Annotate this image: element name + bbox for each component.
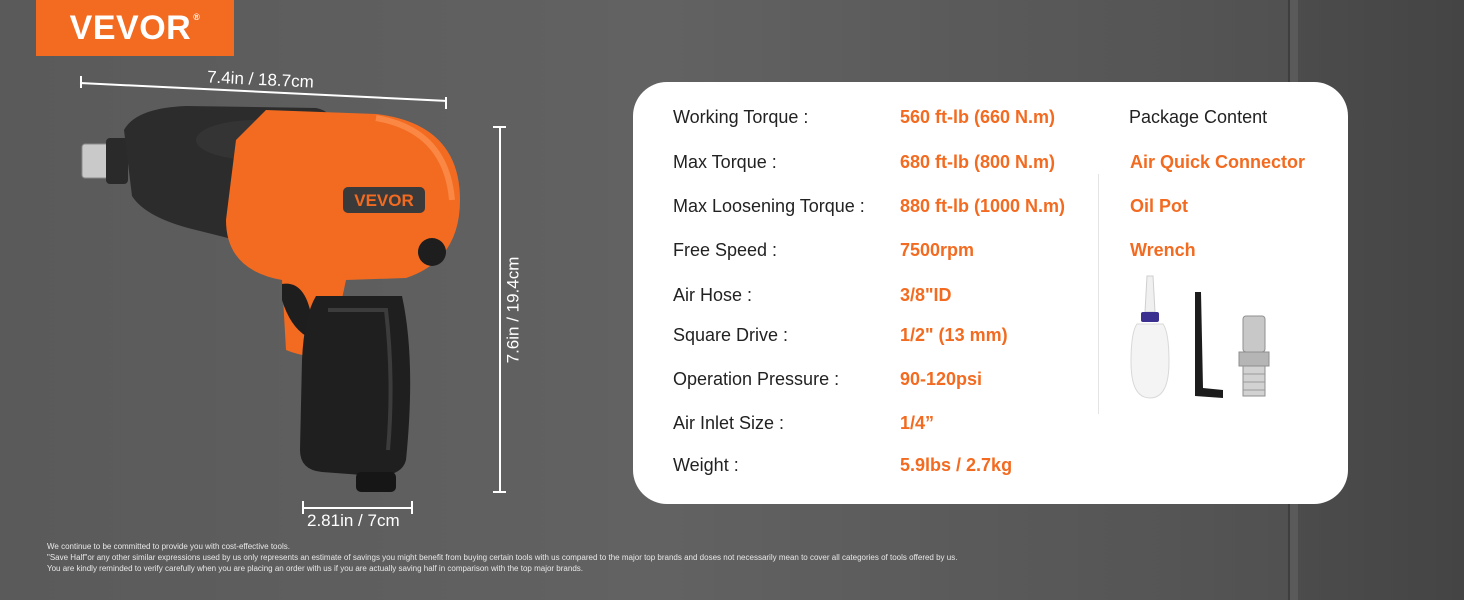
tool-badge-text: VEVOR	[354, 191, 414, 210]
air-inlet	[356, 472, 396, 492]
spec-card	[633, 82, 1348, 504]
spec-value-working-torque: 560 ft-lb (660 N.m)	[900, 107, 1056, 127]
spec-label-working-torque: Working Torque :	[673, 107, 809, 127]
spec-value-free-speed: 7500rpm	[900, 240, 975, 260]
length-dimension-tick-left	[80, 76, 82, 88]
height-dimension-line	[499, 126, 501, 492]
package-item-wrench: Wrench	[1130, 240, 1196, 260]
brand-logo-text: VEVOR	[69, 8, 192, 47]
width-dimension-tick-left	[302, 501, 304, 514]
width-dimension-line	[302, 507, 412, 509]
disclaimer-line-3: You are kindly reminded to verify carefully when you are placing an order with us if you are actually saving half in comparison with the top major brands.	[47, 564, 583, 573]
spec-label-weight: Weight :	[673, 455, 739, 475]
spec-label-max-loosening-torque: Max Loosening Torque :	[673, 196, 865, 216]
height-dimension-tick-bottom	[493, 491, 506, 493]
spec-label-air-hose: Air Hose :	[673, 285, 753, 305]
package-item-oil-pot: Oil Pot	[1130, 196, 1188, 216]
spec-label-free-speed: Free Speed :	[673, 240, 778, 260]
impact-wrench-image	[76, 100, 466, 500]
anvil-collar	[106, 138, 128, 184]
package-content-title: Package Content	[1129, 107, 1268, 127]
brand-logo	[36, 0, 234, 56]
spec-value-weight: 5.9lbs / 2.7kg	[900, 455, 1013, 475]
oil-pot-icon	[1131, 276, 1169, 398]
spec-value-max-torque: 680 ft-lb (800 N.m)	[900, 152, 1056, 172]
spec-label-air-inlet-size: Air Inlet Size :	[673, 413, 785, 433]
spec-label-max-torque: Max Torque :	[673, 152, 777, 172]
quick-connector-icon	[1239, 316, 1269, 396]
spec-value-operation-pressure: 90-120psi	[900, 369, 983, 389]
hex-wrench-icon	[1195, 292, 1223, 398]
spec-label-operation-pressure: Operation Pressure :	[673, 369, 840, 389]
spec-value-air-hose: 3/8"ID	[900, 285, 952, 305]
spec-value-max-loosening-torque: 880 ft-lb (1000 N.m)	[900, 196, 1066, 216]
disclaimer-line-1: We continue to be committed to provide you with cost-effective tools.	[47, 542, 290, 551]
package-item-air-quick-connector: Air Quick Connector	[1130, 152, 1306, 172]
registered-mark: ®	[193, 12, 201, 22]
spec-value-square-drive: 1/2" (13 mm)	[900, 325, 1008, 345]
rubber-grip	[300, 296, 410, 476]
height-dimension-label: 7.6in / 19.4cm	[503, 256, 523, 364]
package-items-image	[1123, 272, 1303, 402]
disclaimer	[47, 541, 1147, 574]
spec-value-air-inlet-size: 1/4”	[900, 413, 935, 433]
width-dimension-tick-right	[411, 501, 413, 514]
spec-label-square-drive: Square Drive :	[673, 325, 789, 345]
card-divider	[1098, 174, 1099, 414]
width-dimension-label: 2.81in / 7cm	[307, 511, 400, 530]
reverse-knob	[418, 238, 446, 266]
disclaimer-line-2: "Save Half"or any other similar expressions used by us only represents an estimate of savings you might benefit from buying certain tools with us compared to the major top brands and doses not necessarily mean to cover all categories of tools offered by us.	[47, 553, 958, 562]
height-dimension-tick-top	[493, 126, 506, 128]
length-dimension-label: 7.4in / 18.7cm	[206, 67, 315, 92]
